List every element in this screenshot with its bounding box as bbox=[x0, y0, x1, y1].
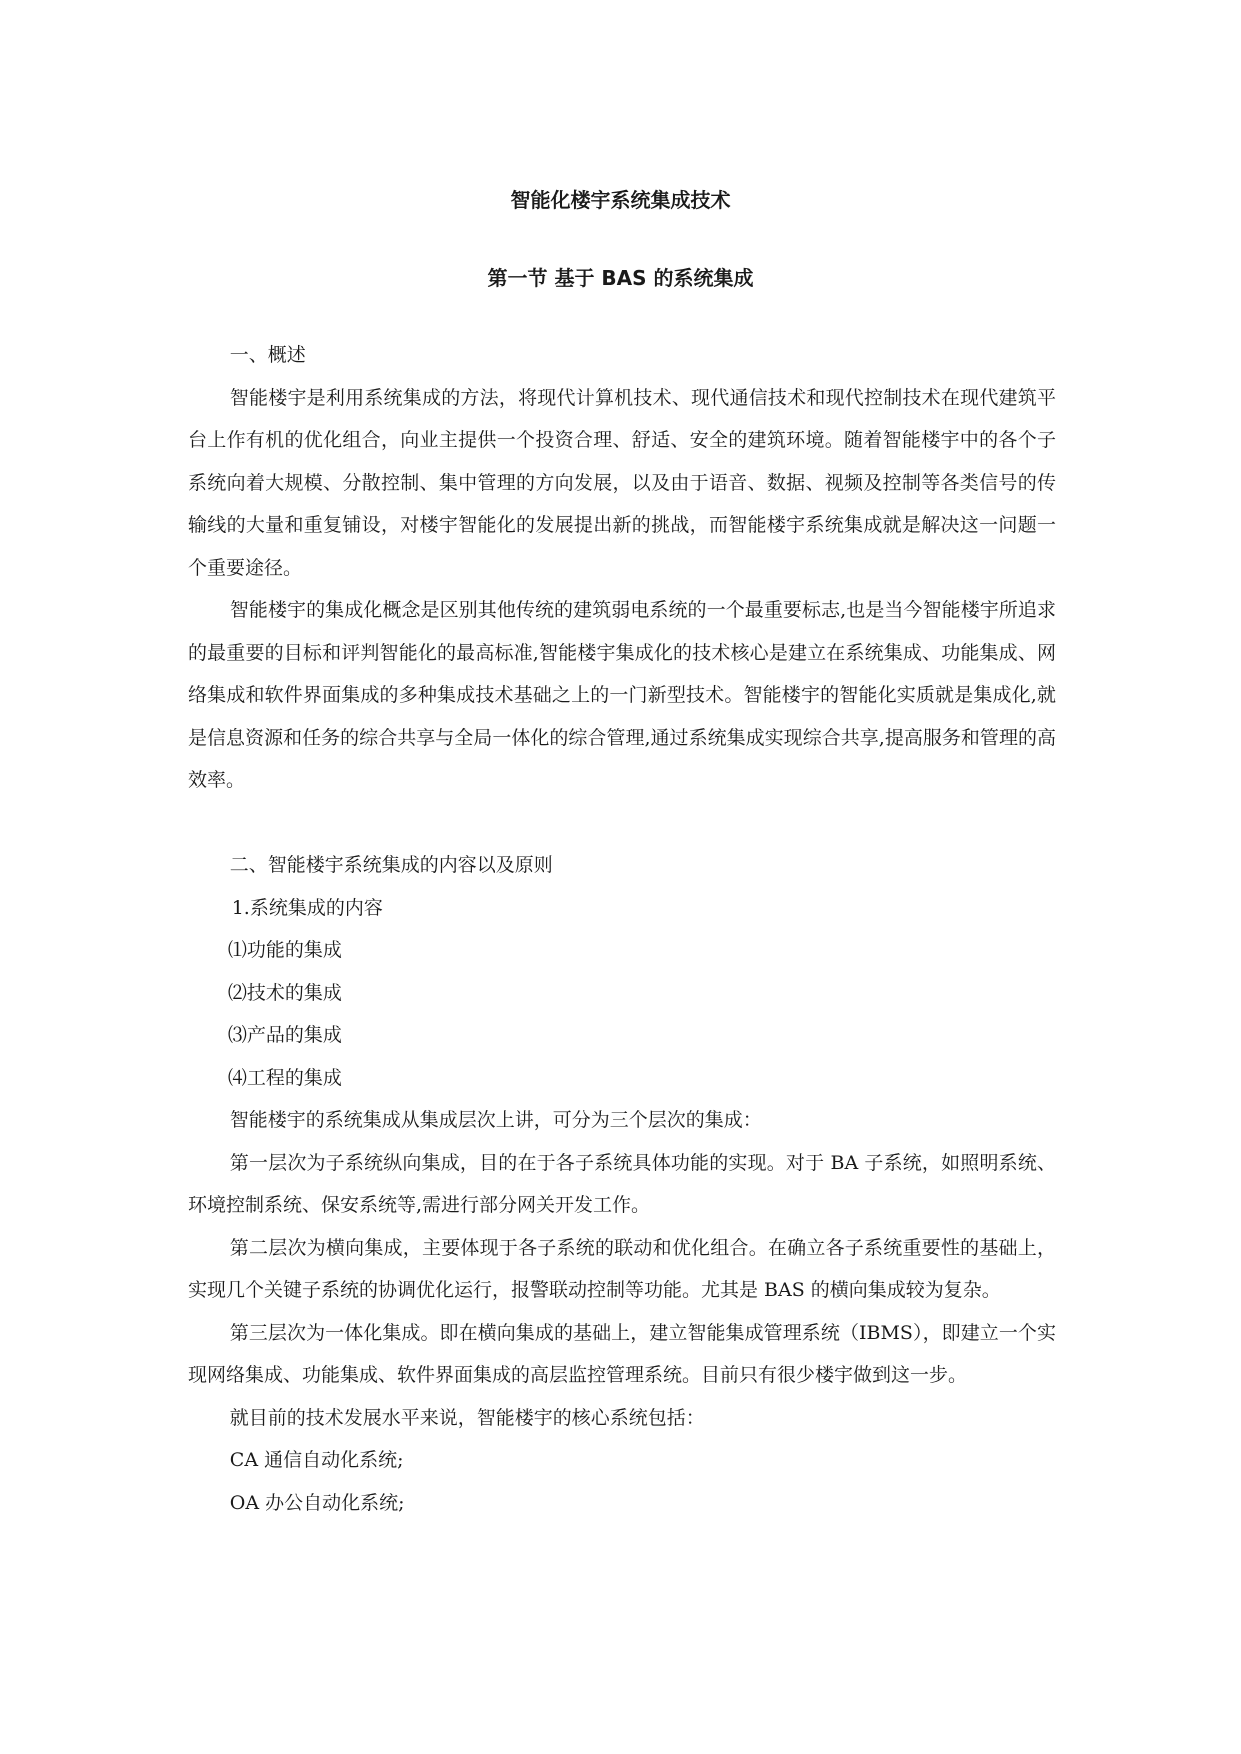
paragraph: 智能楼宇的集成化概念是区别其他传统的建筑弱电系统的一个最重要标志,也是当今智能楼宇所追求的最重要的目标和评判智能化的最高标准,智能楼宇集成化的技术核心是建立在系统集成、功能集成、网络集成和软件界面集成的多种集成技术基础之上的一门新型技术。智能楼宇的智能化实质就是集成化,就是信息资源和任务的综合共享与全局一体化的综合管理,通过系统集成实现综合共享,提高服务和管理的高效率。 bbox=[188, 599, 1056, 791]
paragraph: 智能楼宇是利用系统集成的方法，将现代计算机技术、现代通信技术和现代控制技术在现代建筑平台上作有机的优化组合，向业主提供一个投资合理、舒适、安全的建筑环境。随着智能楼宇中的各个子系统向着大规模、分散控制、集中管理的方向发展，以及由于语音、数据、视频及控制等各类信号的传输线的大量和重复铺设，对楼宇智能化的发展提出新的挑战，而智能楼宇系统集成就是解决这一问题一个重要途径。 bbox=[188, 386, 1056, 579]
spacer bbox=[188, 802, 1056, 845]
heading-integration-content: 二、智能楼宇系统集成的内容以及原则 bbox=[229, 854, 553, 876]
document-title: 智能化楼宇系统集成技术 bbox=[510, 188, 731, 212]
list-item: ⑷工程的集成 bbox=[227, 1066, 342, 1089]
paragraph: 第一层次为子系统纵向集成，目的在于各子系统具体功能的实现。对于 BA 子系统，如照明系统、环境控制系统、保安系统等,需进行部分网关开发工作。 bbox=[188, 1151, 1056, 1216]
list-line-ca: CA 通信自动化系统; bbox=[229, 1449, 404, 1471]
paragraph: 第三层次为一体化集成。即在横向集成的基础上，建立智能集成管理系统（IBMS），即建立一个实现网络集成、功能集成、软件界面集成的高层监控管理系统。目前只有很少楼宇做到这一步。 bbox=[188, 1321, 1056, 1386]
section-title: 第一节 基于 BAS 的系统集成 bbox=[487, 266, 754, 290]
subheading: 1.系统集成的内容 bbox=[231, 896, 383, 919]
document-body bbox=[188, 334, 1056, 1524]
paragraph: 智能楼宇的系统集成从集成层次上讲，可分为三个层次的集成： bbox=[229, 1109, 762, 1131]
heading-overview: 一、概述 bbox=[229, 344, 306, 366]
list-item: ⑵技术的集成 bbox=[227, 981, 342, 1004]
list-item: ⑴功能的集成 bbox=[227, 939, 342, 961]
paragraph: 就目前的技术发展水平来说，智能楼宇的核心系统包括： bbox=[229, 1406, 705, 1429]
list-item: ⑶产品的集成 bbox=[227, 1024, 342, 1046]
list-line-oa: OA 办公自动化系统; bbox=[229, 1491, 405, 1514]
paragraph: 第二层次为横向集成，主要体现于各子系统的联动和优化组合。在确立各子系统重要性的基础上，实现几个关键子系统的协调优化运行，报警联动控制等功能。尤其是 BAS 的横向集成较为复杂。 bbox=[188, 1236, 1056, 1301]
